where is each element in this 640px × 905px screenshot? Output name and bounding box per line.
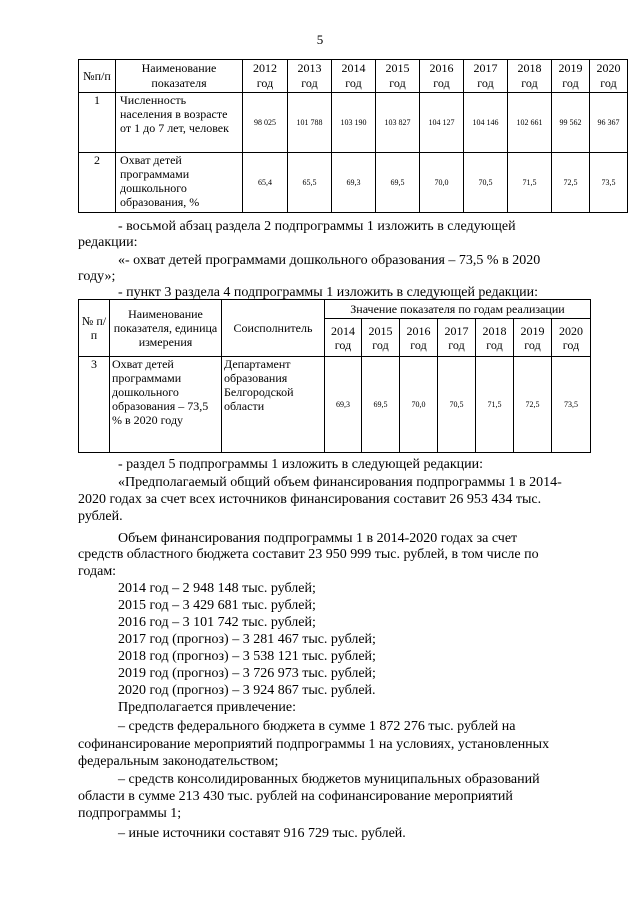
paragraph-line: федеральным законодательством; bbox=[78, 754, 279, 769]
year-line: 2017 год (прогноз) – 3 281 467 тыс. рублей; bbox=[118, 632, 376, 647]
value-cell: 70,5 bbox=[464, 153, 508, 213]
table-row bbox=[79, 153, 628, 213]
paragraph-line: софинансирование мероприятий подпрограммы 1 на условиях, установленных bbox=[78, 737, 550, 752]
table-row bbox=[79, 357, 591, 453]
value-cell: 70,5 bbox=[438, 357, 476, 453]
value-cell: 69,5 bbox=[362, 357, 400, 453]
paragraph-line: – средств консолидированных бюджетов муниципальных образований bbox=[118, 772, 540, 787]
paragraph-line: годам: bbox=[78, 564, 117, 579]
paragraph-line: - восьмой абзац раздела 2 подпрограммы 1 изложить в следующей bbox=[118, 219, 516, 234]
col-header-name: Наименование показателя, единица измерения bbox=[110, 300, 222, 357]
value-cell: 104 146 bbox=[464, 93, 508, 153]
col-header-year: 2019 год bbox=[552, 60, 590, 93]
paragraph-line: году»; bbox=[78, 269, 116, 284]
value-cell: 73,5 bbox=[590, 153, 628, 213]
year-line: 2018 год (прогноз) – 3 538 121 тыс. рублей; bbox=[118, 649, 376, 664]
paragraph-line: Объем финансирования подпрограммы 1 в 2014-2020 годах за счет bbox=[118, 531, 518, 546]
year-line: 2014 год – 2 948 148 тыс. рублей; bbox=[118, 581, 316, 596]
value-cell: 103 827 bbox=[376, 93, 420, 153]
value-cell: 65,4 bbox=[243, 153, 288, 213]
paragraph-line: – иные источники составят 916 729 тыс. рублей. bbox=[118, 826, 406, 841]
paragraph-line: Предполагается привлечение: bbox=[118, 700, 296, 715]
row-executor: Департамент образования Белгородской области bbox=[222, 357, 325, 453]
row-name: Охват детей программами дошкольного образования – 73,5 % в 2020 году bbox=[110, 357, 222, 453]
value-cell: 65,5 bbox=[288, 153, 332, 213]
col-header-year: 2014 год bbox=[325, 319, 362, 357]
col-header-year: 2014 год bbox=[332, 60, 376, 93]
value-cell: 101 788 bbox=[288, 93, 332, 153]
row-index: 2 bbox=[79, 153, 116, 213]
year-line: 2019 год (прогноз) – 3 726 973 тыс. рублей; bbox=[118, 666, 376, 681]
value-cell: 69,3 bbox=[332, 153, 376, 213]
value-cell: 103 190 bbox=[332, 93, 376, 153]
col-header-group: Значение показателя по годам реализации bbox=[325, 300, 591, 319]
table-row bbox=[79, 93, 628, 153]
value-cell: 99 562 bbox=[552, 93, 590, 153]
value-cell: 70,0 bbox=[420, 153, 464, 213]
value-cell: 71,5 bbox=[476, 357, 514, 453]
col-header-year: 2016 год bbox=[420, 60, 464, 93]
col-header-year: 2018 год bbox=[508, 60, 552, 93]
col-header-year: 2015 год bbox=[376, 60, 420, 93]
paragraph-line: «Предполагаемый общий объем финансирования подпрограммы 1 в 2014- bbox=[118, 475, 562, 490]
col-header-executor: Соисполнитель bbox=[222, 300, 325, 357]
paragraph-line: средств областного бюджета составит 23 950 999 тыс. рублей, в том числе по bbox=[78, 547, 539, 562]
value-cell: 98 025 bbox=[243, 93, 288, 153]
col-header-name: Наименование показателя bbox=[116, 60, 243, 93]
col-header-num: № п/п bbox=[79, 300, 110, 357]
col-header-year: 2012 год bbox=[243, 60, 288, 93]
value-cell: 73,5 bbox=[552, 357, 591, 453]
paragraph-line: рублей. bbox=[78, 509, 123, 524]
col-header-year: 2013 год bbox=[288, 60, 332, 93]
paragraph-line: области в сумме 213 430 тыс. рублей на софинансирование мероприятий bbox=[78, 789, 513, 804]
col-header-year: 2020 год bbox=[590, 60, 628, 93]
value-cell: 102 661 bbox=[508, 93, 552, 153]
paragraph-line: «- охват детей программами дошкольного образования – 73,5 % в 2020 bbox=[118, 253, 541, 268]
paragraph-line: – средств федерального бюджета в сумме 1 872 276 тыс. рублей на bbox=[118, 719, 516, 734]
col-header-year: 2017 год bbox=[464, 60, 508, 93]
col-header-year: 2016 год bbox=[400, 319, 438, 357]
value-cell: 69,5 bbox=[376, 153, 420, 213]
value-cell: 72,5 bbox=[514, 357, 552, 453]
paragraph-line: подпрограммы 1; bbox=[78, 806, 182, 821]
col-header-year: 2020 год bbox=[552, 319, 591, 357]
row-index: 3 bbox=[79, 357, 110, 453]
paragraph-line: редакции: bbox=[78, 235, 138, 250]
indicator-table-population bbox=[78, 59, 628, 213]
year-line: 2015 год – 3 429 681 тыс. рублей; bbox=[118, 598, 316, 613]
value-cell: 104 127 bbox=[420, 93, 464, 153]
value-cell: 70,0 bbox=[400, 357, 438, 453]
year-line: 2016 год – 3 101 742 тыс. рублей; bbox=[118, 615, 316, 630]
value-cell: 69,3 bbox=[325, 357, 362, 453]
col-header-year: 2015 год bbox=[362, 319, 400, 357]
col-header-year: 2018 год bbox=[476, 319, 514, 357]
paragraph-line: - пункт 3 раздела 4 подпрограммы 1 изложить в следующей редакции: bbox=[118, 285, 538, 300]
value-cell: 96 367 bbox=[590, 93, 628, 153]
year-line: 2020 год (прогноз) – 3 924 867 тыс. рублей. bbox=[118, 683, 376, 698]
paragraph-line: - раздел 5 подпрограммы 1 изложить в следующей редакции: bbox=[118, 457, 484, 472]
col-header-num: №п/п bbox=[79, 60, 116, 93]
page-number: 5 bbox=[316, 32, 324, 47]
value-cell: 71,5 bbox=[508, 153, 552, 213]
row-index: 1 bbox=[79, 93, 116, 153]
row-name: Численность населения в возрасте от 1 до 7 лет, человек bbox=[116, 93, 243, 153]
col-header-year: 2017 год bbox=[438, 319, 476, 357]
row-name: Охват детей программами дошкольного образования, % bbox=[116, 153, 243, 213]
indicator-table-coverage bbox=[78, 299, 591, 453]
col-header-year: 2019 год bbox=[514, 319, 552, 357]
value-cell: 72,5 bbox=[552, 153, 590, 213]
paragraph-line: 2020 годах за счет всех источников финансирования составит 26 953 434 тыс. bbox=[78, 492, 542, 507]
